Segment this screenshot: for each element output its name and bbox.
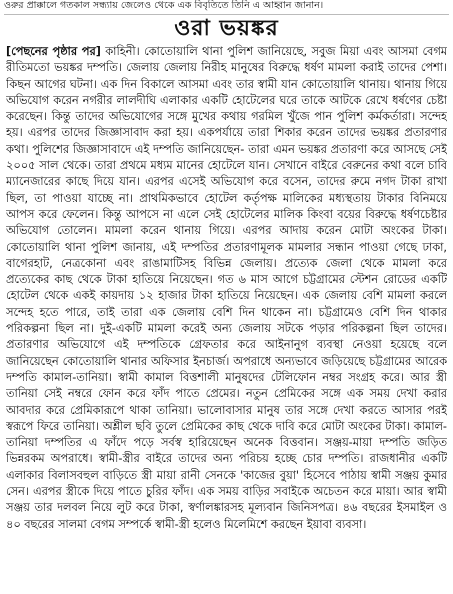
continuation-label: [পেছনের পৃষ্ঠার পর]: [6, 45, 101, 58]
article-body-text: কাহিনী। কোতোয়ালি থানা পুলিশ জানিয়েছে, সবুজ মিয়া এবং আসমা বেগম রীতিমতো ভয়ঙ্কর দম্পতি। জেলায় জেলায় নিরীহ মানুষের বিরুদ্ধে ধর্ষণ মামলা করাই তাদের পেশা। কিছন আগের ঘটনা। এক দিন বিকালে আসমা এবং তার স্বামী যান কোতোয়ালি থানায়। থানায় গিয়ে অভিযোগ করেন নগরীর লালদীঘি এলাকার একটি হোটেলের ঘরে তাকে আটকে রেখে ধর্ষণের চেষ্টা করেছেন। কিন্তু তাদের অভিযোগের সঙ্গে মুখের কথায় গরমিল খুঁজে পান পুলিশ কর্মকর্তারা। সন্দেহ হয়। এরপর তাদের জিজ্ঞাসাবাদ করা হয়। একপর্যায়ে তারা শিকার করেন তাদের ভয়ঙ্কর প্রতারণার কথা। পুলিশের জিজ্ঞাসাবাদে এই দম্পতি জানিয়েছেন- তারা এমন ভয়ঙ্কর প্রতারণা করে আসছে সেই ২০০৫ সাল থেকে। তারা প্রথমে মধ্যম মানের হোটেলে যান। সেখানে বাইরে বেরুনের কথা বলে চাবি ম্যানেজারের কাছে দিয়ে যান। এরপর এসেই অভিযোগ করে বসেন, তাদের রুমে নগদ টাকা রাখা ছিল, তা পাওয়া যাচ্ছে না। প্রাথমিকভাবে হোটেল কর্তৃপক্ষ মালিকের মধ্যস্থতায় টাকার বিনিময়ে আপস করে ফেলেন। কিন্তু আপসে না এলে সেই হোটেলের মালিক কিংবা বয়ের বিরুদ্ধে ধর্ষণচেষ্টার অভিযোগ তোলেন। মামলা করেন থানায় গিয়ে। এরপর আদায় করেন মোটা অংকের টাকা। কোতোয়ালি থানা পুলিশ জানায়, এই দম্পতির প্রতারণামূলক মামলার সন্ধান পাওয়া গেছে ঢাকা, বাগেরহাট, নেত্রকোনা এবং রাঙামাটিসহ বিভিন্ন জেলায়। প্রত্যেক জেলা থেকে মামলা করে প্রত্যেকের কাছ থেকে টাকা হাতিয়ে নিয়েছেন। গত ৬ মাস আগে চট্টগ্রামের স্টেশন রোডের একটি হোটেল থেকে একই কায়দায় ১২ হাজার টাকা হাতিয়ে নিয়েছেন। এক জেলায় বেশি মামলা করলে সন্দেহ হতে পারে, তাই তারা এক জেলায় বেশি দিন থাকেন না। চট্টগ্রামেও বেশি দিন থাকার পরিকল্পনা ছিল না। দুই-একটি মামলা করেই অন্য জেলায় সটকে পড়ার পরিকল্পনা ছিল তাদের। প্রতারণার অভিযোগে এই দম্পতিকে গ্রেফতার করে আইনানুগ ব্যবস্থা নেওয়া হয়েছে বলে জানিয়েছেন কোতোয়ালি থানার অফিসার ইনচার্জ। অপরাধে অন্যভাবে জড়িয়েছে চট্টগ্রামের আরেক দম্পতি কামাল-তানিয়া। স্বামী কামাল বিত্তশালী মানুষদের টেলিফোন নম্বর সংগ্রহ করে। আর স্ত্রী তানিয়া সেই নম্বরে ফোন করে ফাঁদ পাতে প্রেমের। নতুন প্রেমিকের সঙ্গে এক সময় দেখা করার আবদার করে প্রেমিকারূপে থাকা তানিয়া। ভালোবাসার মানুষ তার সঙ্গে দেখা করতে আসার পরই স্বরূপে ফিরে তানিয়া। অশ্লীল ছবি তুলে প্রেমিকের কাছ থেকে দাবি করে মোটা অংকের টাকা। কামাল-তানিয়া দম্পতির এ ফাঁদে পড়ে সর্বস্ব হারিয়েছেন অনেক বিত্তবান। সঞ্জয়-মায়া দম্পতি জড়িত ভিন্নরকম অপরাধে। স্বামী-স্ত্রীর বাইরে তাদের অন্য পরিচয় হচ্ছে চোর দম্পতি। রাজধানীর একটি এলাকার বিলাসবহুল বাড়িতে স্ত্রী মায়া রানী সেনকে 'কাজের বুয়া' হিসেবে পাঠায় স্বামী সঞ্জয় কুমার সেন। এরপর স্ত্রীকে দিয়ে পাতে চুরির ফাঁদ। এক সময় বাড়ির সবাইকে অচেতন করে মায়া। আর স্বামী সঞ্জয় তার দলবল নিয়ে লুট করে টাকা, স্বর্ণালঙ্কারসহ মূল্যবান জিনিসপত্র। ৪৬ বছরের ইসমাইল ও ৪০ বছরের সালমা বেগম সম্পর্কে স্বামী-স্ত্রী হলেও মিলেমিশে করছেন ইয়াবা ব্যবসা।: [6, 45, 447, 531]
article-body: [6, 44, 447, 590]
article-title: ওরা ভয়ঙ্কর: [174, 16, 279, 41]
previous-article-last-line: ওরুর প্রাক্কালে গতকাল সন্ধ্যায় জেলেও থেকে এক বিবৃতিতে তিনি এ আহ্বান জানান।: [4, 0, 449, 15]
